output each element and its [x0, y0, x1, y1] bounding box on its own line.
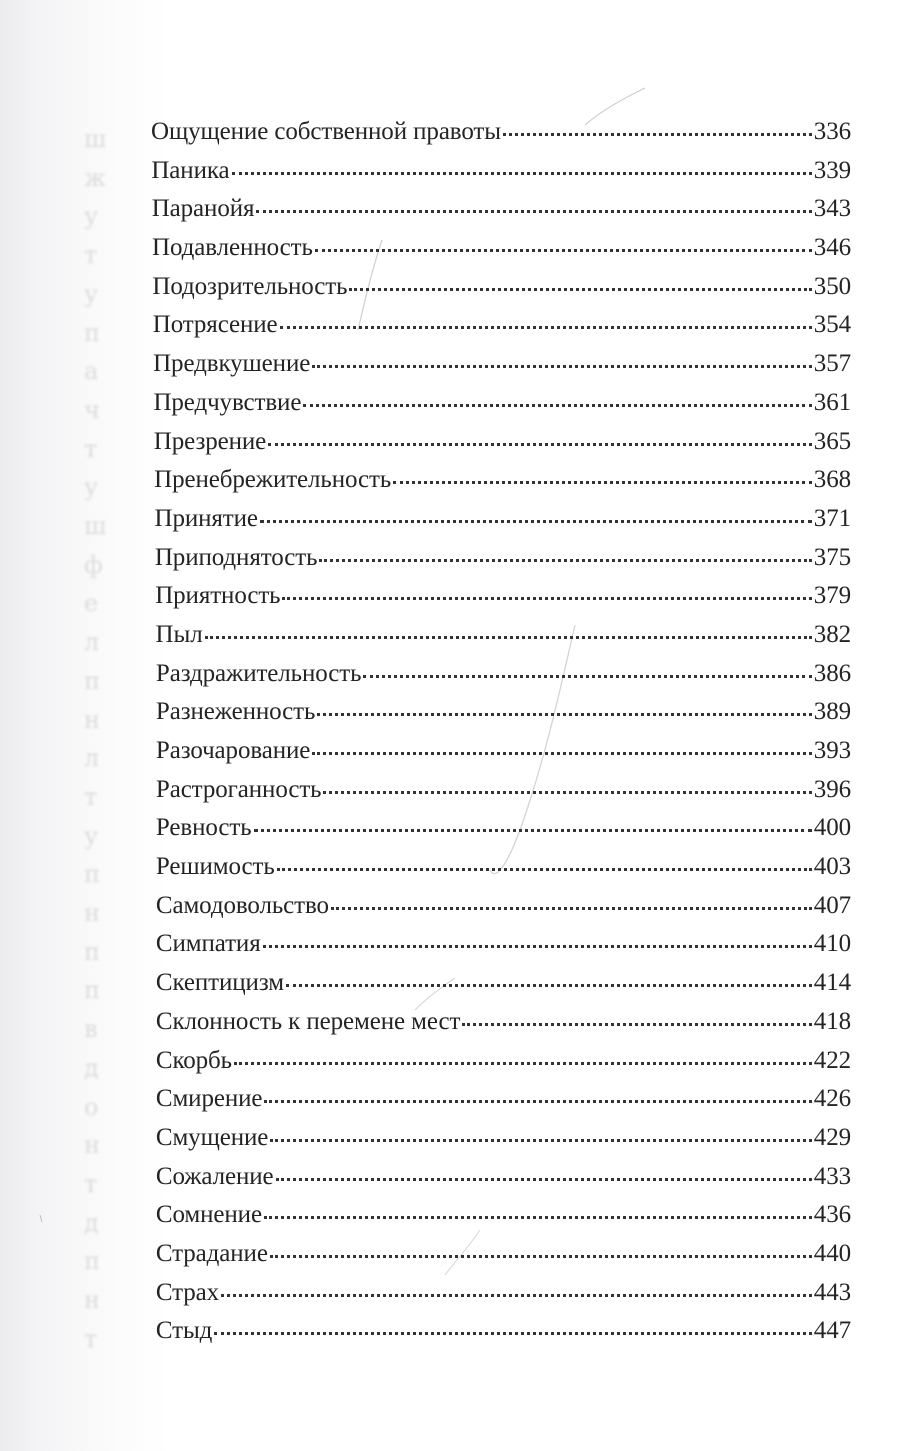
toc-entry — [151, 273, 851, 312]
toc-entry — [151, 969, 851, 1008]
toc-entry-title: Предчувствие — [153, 388, 302, 416]
toc-entry-title: Ревность — [155, 814, 252, 842]
toc-entry — [151, 892, 851, 931]
toc-dot-leader — [270, 1255, 812, 1258]
toc-entry — [151, 776, 851, 815]
toc-entry-page-number: 343 — [813, 195, 851, 223]
toc-entry-title: Скептицизм — [155, 969, 284, 997]
toc-entry-page-number: 418 — [813, 1007, 851, 1035]
toc-entry — [151, 428, 851, 467]
toc-entry-page-number: 393 — [813, 737, 851, 764]
toc-entry — [151, 1047, 851, 1086]
toc-entry — [151, 853, 851, 892]
toc-entry-page-number: 407 — [813, 891, 851, 919]
toc-dot-leader — [312, 752, 812, 755]
toc-entry-title: Самодовольство — [155, 891, 329, 919]
toc-dot-leader — [331, 907, 812, 910]
toc-entry-page-number: 336 — [813, 118, 851, 145]
toc-entry-title: Подозрительность — [152, 272, 348, 300]
toc-entry-title: Смущение — [155, 1123, 269, 1151]
toc-dot-leader — [276, 1178, 812, 1181]
toc-dot-leader — [214, 1332, 812, 1335]
toc-dot-leader — [319, 559, 811, 562]
toc-entry-title: Пренебрежительность — [154, 466, 392, 494]
toc-entry-page-number: 386 — [813, 659, 851, 687]
toc-entry-title: Скорбь — [155, 1046, 232, 1074]
toc-entry-page-number: 389 — [813, 698, 851, 726]
toc-dot-leader — [363, 675, 811, 678]
toc-entry-title: Раздражительность — [155, 659, 362, 687]
toc-entry-title: Потрясение — [152, 311, 278, 339]
toc-entry-page-number: 440 — [813, 1239, 851, 1267]
toc-entry — [151, 1163, 851, 1202]
toc-entry-title: Симпатия — [155, 930, 261, 958]
toc-entry — [151, 737, 851, 776]
toc-entry — [151, 1124, 851, 1163]
toc-entry — [151, 195, 851, 234]
toc-dot-leader — [323, 791, 811, 794]
toc-dot-leader — [260, 520, 812, 523]
toc-entry-title: Паранойя — [151, 195, 255, 223]
toc-entry-title: Страх — [155, 1278, 220, 1306]
toc-dot-leader — [221, 1294, 812, 1297]
toc-entry-title: Приятность — [155, 582, 281, 610]
toc-dot-leader — [232, 172, 812, 175]
toc-dot-leader — [264, 1216, 812, 1219]
toc-entry-page-number: 382 — [813, 620, 851, 648]
toc-entry — [151, 660, 851, 699]
toc-dot-leader — [303, 404, 811, 407]
toc-entry-title: Предвкушение — [153, 350, 311, 378]
toc-dot-leader — [280, 326, 812, 329]
toc-entry — [151, 234, 851, 273]
toc-entry-title: Растроганность — [155, 775, 322, 803]
toc-entry-title: Разочарование — [155, 737, 311, 764]
table-of-contents — [151, 118, 851, 1356]
toc-entry-page-number: 403 — [813, 853, 851, 881]
toc-entry-title: Принятие — [154, 504, 258, 532]
toc-entry — [151, 466, 851, 505]
toc-entry-page-number: 354 — [813, 311, 851, 339]
toc-entry-page-number: 422 — [813, 1046, 851, 1074]
toc-entry — [151, 1008, 851, 1047]
toc-dot-leader — [256, 210, 811, 213]
toc-dot-leader — [286, 984, 812, 987]
toc-entry — [151, 1240, 851, 1279]
toc-entry — [151, 814, 851, 853]
toc-entry-page-number: 368 — [813, 466, 851, 494]
toc-entry-page-number: 414 — [813, 969, 851, 997]
toc-entry-page-number: 379 — [813, 582, 851, 610]
toc-entry — [151, 1085, 851, 1124]
toc-dot-leader — [270, 1139, 812, 1142]
toc-dot-leader — [282, 597, 811, 600]
toc-entry-page-number: 433 — [813, 1162, 851, 1190]
toc-dot-leader — [277, 868, 812, 871]
toc-entry — [151, 621, 851, 660]
toc-entry-page-number: 436 — [813, 1201, 851, 1229]
toc-entry-page-number: 346 — [813, 234, 851, 262]
toc-entry — [151, 698, 851, 737]
toc-dot-leader — [254, 829, 812, 832]
toc-entry — [151, 505, 851, 544]
toc-entry-title: Смирение — [155, 1085, 263, 1113]
toc-entry-title: Подавленность — [152, 234, 313, 262]
toc-entry-page-number: 429 — [813, 1123, 851, 1151]
toc-entry-title: Склонность к перемене мест — [155, 1007, 461, 1035]
toc-entry-title: Пыл — [155, 620, 203, 648]
toc-dot-leader — [315, 249, 812, 252]
toc-entry-page-number: 443 — [813, 1278, 851, 1306]
toc-entry — [151, 350, 851, 389]
toc-dot-leader — [205, 636, 812, 639]
show-through-text: ш ж у т у п а ч т у ш ф е л п н л т у п н п п в д о н т д п н т — [84, 125, 107, 1353]
toc-entry-page-number: 375 — [813, 543, 851, 571]
toc-dot-leader — [462, 1023, 811, 1026]
toc-dot-leader — [503, 133, 812, 136]
toc-entry-title: Сомнение — [155, 1201, 262, 1229]
toc-dot-leader — [234, 1062, 812, 1065]
toc-entry — [151, 389, 851, 428]
toc-entry — [151, 1201, 851, 1240]
toc-dot-leader — [393, 481, 812, 484]
toc-entry — [151, 311, 851, 350]
toc-entry — [151, 544, 851, 583]
toc-entry-page-number: 361 — [813, 388, 851, 416]
toc-entry-title: Стыд — [155, 1317, 213, 1345]
toc-entry-page-number: 400 — [813, 814, 851, 842]
toc-dot-leader — [312, 365, 812, 368]
toc-entry-title: Ощущение собственной правоты — [151, 118, 501, 145]
toc-entry-title: Приподнятость — [154, 543, 318, 571]
toc-entry-title: Паника — [151, 156, 230, 184]
toc-dot-leader — [264, 1100, 811, 1103]
toc-entry-title: Сожаление — [155, 1162, 274, 1190]
toc-entry — [151, 930, 851, 969]
toc-entry-title: Решимость — [155, 853, 275, 881]
toc-entry — [151, 1317, 851, 1356]
toc-dot-leader — [263, 945, 812, 948]
toc-entry — [151, 1279, 851, 1318]
toc-entry — [151, 157, 851, 196]
toc-dot-leader — [349, 288, 811, 291]
toc-entry-title: Презрение — [153, 427, 267, 455]
toc-entry-page-number: 410 — [813, 930, 851, 958]
toc-dot-leader — [268, 443, 812, 446]
toc-entry — [151, 582, 851, 621]
toc-entry-page-number: 396 — [813, 775, 851, 803]
toc-entry-page-number: 447 — [813, 1317, 851, 1345]
toc-entry — [151, 118, 851, 157]
toc-entry-page-number: 357 — [813, 350, 851, 378]
toc-entry-page-number: 426 — [813, 1085, 851, 1113]
toc-entry-page-number: 350 — [813, 272, 851, 300]
toc-entry-title: Страдание — [155, 1239, 268, 1267]
toc-entry-page-number: 371 — [813, 504, 851, 532]
toc-entry-page-number: 365 — [813, 427, 851, 455]
toc-entry-title: Разнеженность — [155, 698, 316, 726]
toc-entry-page-number: 339 — [813, 156, 851, 184]
toc-dot-leader — [317, 713, 812, 716]
